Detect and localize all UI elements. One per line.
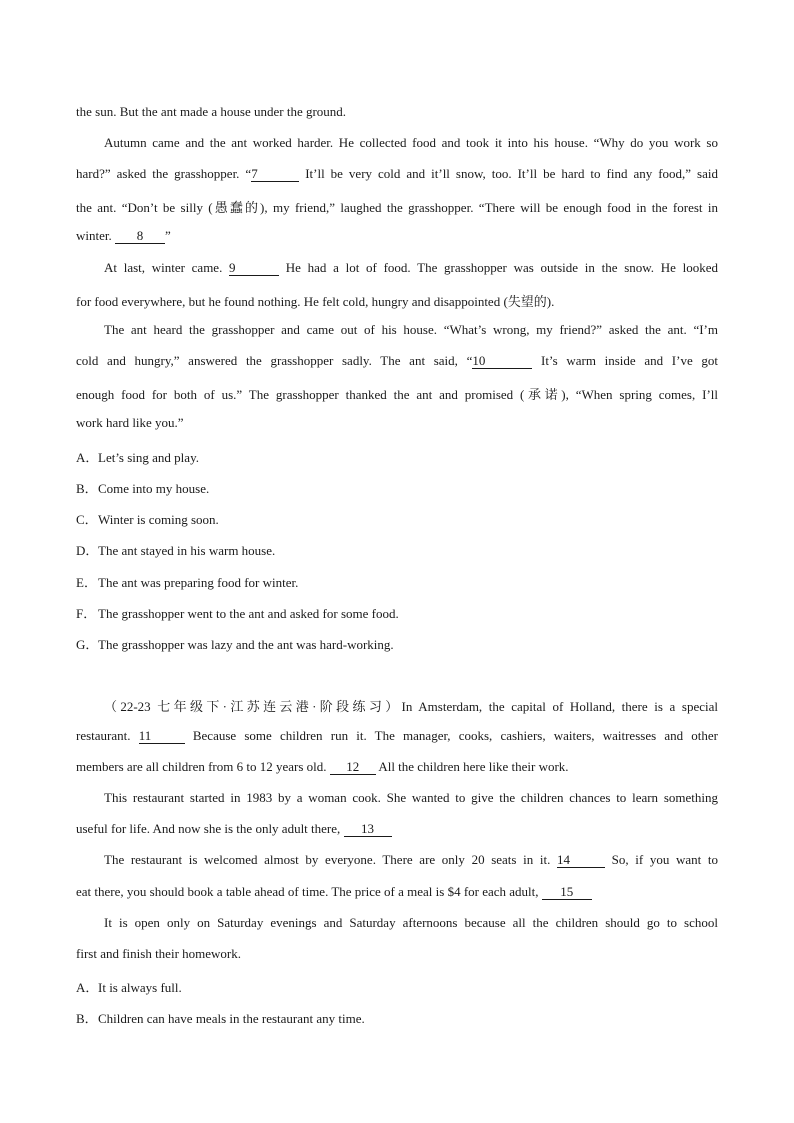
option-b[interactable] — [76, 1008, 365, 1027]
option-letter: E． — [76, 575, 97, 590]
passage1-line-7: for food everywhere, but he found nothing. He felt cold, hungry and disappointed (失望的). — [76, 294, 555, 309]
option-text: The ant was preparing food for winter. — [98, 575, 299, 590]
blank-15[interactable]: 15 — [542, 885, 592, 900]
option-text: Winter is coming soon. — [98, 512, 219, 527]
passage2-line-3 — [76, 759, 569, 775]
text-segment: It’ll be very cold and it’ll snow, too. It’ll be hard to find any food,” said — [299, 166, 718, 181]
passage1-line-4: the ant. “Don’t be silly (愚蠢的), my friend,” laughed the grasshopper. “There will be enough food in the forest in — [76, 200, 718, 215]
text-segment: restaurant. — [76, 728, 139, 743]
text-segment: ” — [165, 228, 171, 243]
blank-9[interactable]: 9 — [229, 261, 279, 276]
passage2-line-7 — [76, 884, 592, 900]
passage1-line-1: the sun. But the ant made a house under the ground. — [76, 104, 347, 119]
option-text: The grasshopper went to the ant and asked for some food. — [98, 606, 399, 621]
option-text: Let’s sing and play. — [98, 450, 199, 465]
option-a[interactable] — [76, 977, 182, 996]
passage2-line-9: first and finish their homework. — [76, 946, 241, 961]
text-segment: It’s warm inside and I’ve got — [532, 353, 719, 368]
option-e[interactable] — [76, 572, 298, 591]
option-letter: C． — [76, 512, 98, 527]
text-segment: cold and hungry,” answered the grasshopper sadly. The ant said, “ — [76, 353, 473, 368]
text-segment: All the children here like their work. — [375, 759, 569, 774]
passage1-line-6 — [104, 260, 718, 276]
blank-13[interactable]: 13 — [344, 822, 392, 837]
option-a[interactable] — [76, 447, 199, 466]
blank-14[interactable]: 14 — [557, 853, 605, 868]
option-f[interactable] — [76, 603, 399, 622]
option-text: The grasshopper was lazy and the ant was hard-working. — [98, 637, 394, 652]
text-segment: He had a lot of food. The grasshopper was outside in the snow. He looked — [279, 260, 719, 275]
passage2-line-6 — [104, 852, 718, 868]
passage1-line-5 — [76, 228, 171, 244]
passage1-line-2: Autumn came and the ant worked harder. He collected food and took it into his house. “Why do you work so — [104, 135, 718, 150]
text-segment: The restaurant is welcomed almost by everyone. There are only 20 seats in it. — [104, 852, 557, 867]
blank-8[interactable]: 8 — [115, 229, 165, 244]
text-segment: hard?” asked the grasshopper. “ — [76, 166, 252, 181]
option-g[interactable] — [76, 634, 394, 653]
text-segment: So, if you want to — [604, 852, 718, 867]
option-d[interactable] — [76, 540, 275, 559]
option-b[interactable] — [76, 478, 209, 497]
option-letter: A． — [76, 450, 99, 465]
text-segment: eat there, you should book a table ahead of time. The price of a meal is $4 for each adult, — [76, 884, 542, 899]
option-text: It is always full. — [98, 980, 182, 995]
option-letter: B． — [76, 481, 98, 496]
option-text: Come into my house. — [98, 481, 210, 496]
passage2-line-5 — [76, 821, 392, 837]
passage1-line-9 — [76, 353, 718, 369]
text-segment: Because some children run it. The manager, cooks, cashiers, waiters, waitresses and other — [184, 728, 718, 743]
passage1-line-8: The ant heard the grasshopper and came out of his house. “What’s wrong, my friend?” asked the ant. “I’m — [104, 322, 718, 337]
passage2-line-8: It is open only on Saturday evenings and Saturday afternoons because all the children should go to school — [104, 915, 718, 930]
passage2-line-2 — [76, 728, 718, 744]
blank-7[interactable]: 7 — [251, 167, 299, 182]
passage1-line-11: work hard like you.” — [76, 415, 184, 430]
text-segment: winter. — [76, 228, 115, 243]
option-letter: A． — [76, 980, 99, 995]
passage1-line-10: enough food for both of us.” The grasshopper thanked the ant and promised (承诺), “When spring comes, I’ll — [76, 387, 718, 402]
passage1-line-3 — [76, 166, 718, 182]
option-text: Children can have meals in the restaurant any time. — [98, 1011, 365, 1026]
blank-12[interactable]: 12 — [330, 760, 376, 775]
text-segment: At last, winter came. — [104, 260, 230, 275]
blank-11[interactable]: 11 — [139, 729, 185, 744]
option-letter: D． — [76, 543, 99, 558]
text-segment: useful for life. And now she is the only adult there, — [76, 821, 344, 836]
blank-10[interactable]: 10 — [472, 354, 532, 369]
option-c[interactable] — [76, 509, 219, 528]
passage2-line-1: （22-23 七年级下·江苏连云港·阶段练习）In Amsterdam, the capital of Holland, there is a special — [104, 699, 718, 714]
option-text: The ant stayed in his warm house. — [98, 543, 276, 558]
text-segment: members are all children from 6 to 12 years old. — [76, 759, 330, 774]
option-letter: F． — [76, 606, 97, 621]
option-letter: B． — [76, 1011, 98, 1026]
passage2-line-4: This restaurant started in 1983 by a woman cook. She wanted to give the children chances to learn something — [104, 790, 718, 805]
option-letter: G． — [76, 637, 99, 652]
